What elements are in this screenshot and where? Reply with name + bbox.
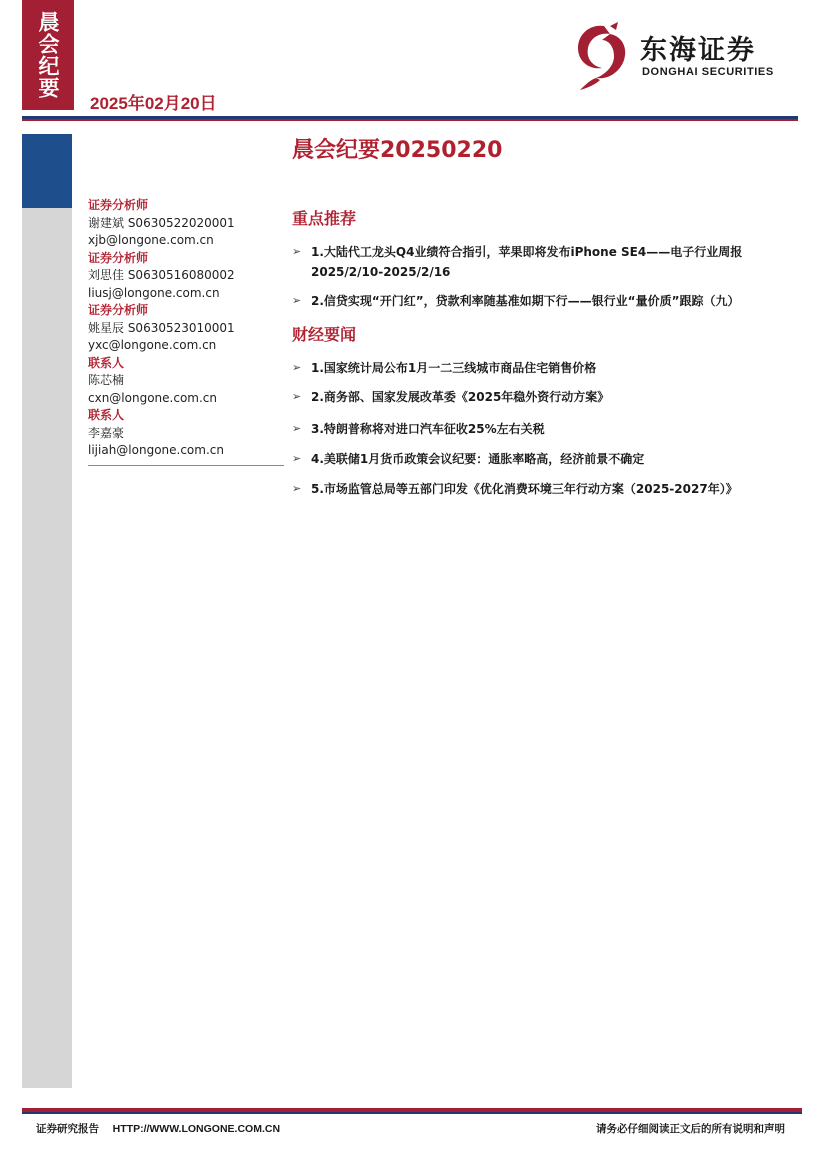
footer-url-link[interactable]: HTTP://WWW.LONGONE.COM.CN: [112, 1123, 281, 1135]
company-logo: [570, 20, 800, 92]
key-rec-item[interactable]: [292, 291, 802, 311]
arrow-bullet-icon: ➢: [292, 245, 302, 258]
news-text: 3.特朗普称将对进口汽车征收25%左右关税: [311, 422, 545, 436]
news-item[interactable]: [292, 387, 802, 407]
news-item[interactable]: [292, 419, 802, 439]
sidebar-gray-bar: [22, 208, 72, 1088]
contact-email[interactable]: cxn@longone.com.cn: [88, 390, 217, 405]
analyst-entry: [88, 302, 288, 355]
key-rec-text: 2.信贷实现“开门红”，贷款利率随基准如期下行——银行业“量价质”跟踪（九）: [311, 294, 740, 308]
analyst-list: [88, 197, 288, 460]
arrow-bullet-icon: ➢: [292, 422, 302, 435]
news-item[interactable]: [292, 479, 802, 499]
news-item[interactable]: [292, 358, 802, 378]
contact-role: 联系人: [88, 408, 125, 422]
logo-chinese-name: 东海证券: [640, 35, 756, 66]
dragon-logo-icon: [570, 20, 632, 92]
news-item[interactable]: [292, 449, 802, 469]
report-date: 2025年02月20日: [90, 94, 217, 113]
news-text: 4.美联储1月货币政策会议纪要：通胀率略高，经济前景不确定: [311, 452, 645, 466]
footer-disclaimer: 请务必仔细阅读正文后的所有说明和声明: [596, 1123, 785, 1135]
arrow-bullet-icon: ➢: [292, 361, 302, 374]
contact-entry: [88, 355, 288, 408]
arrow-bullet-icon: ➢: [292, 482, 302, 495]
arrow-bullet-icon: ➢: [292, 452, 302, 465]
analyst-email[interactable]: xjb@longone.com.cn: [88, 233, 214, 247]
analyst-entry: [88, 197, 288, 250]
analyst-email[interactable]: yxc@longone.com.cn: [88, 338, 217, 352]
footer-left: [36, 1121, 280, 1136]
side-tag: 晨会纪要: [22, 0, 74, 110]
header-rule-accent: [22, 119, 798, 121]
news-text: 2.商务部、国家发展改革委《2025年稳外资行动方案》: [311, 390, 610, 404]
analyst-role: 证券分析师: [88, 198, 149, 212]
page-title: 晨会纪要20250220: [292, 138, 503, 163]
key-rec-text: 1.大陆代工龙头Q4业绩符合指引，苹果即将发布iPhone SE4——电子行业周报2025/2/10-2025/2/16: [311, 245, 743, 279]
section-heading-news: 财经要闻: [292, 325, 357, 344]
footer-rule-accent: [22, 1112, 802, 1114]
arrow-bullet-icon: ➢: [292, 390, 302, 403]
key-rec-item[interactable]: [292, 242, 802, 282]
news-text: 1.国家统计局公布1月一二三线城市商品住宅销售价格: [311, 361, 597, 375]
contact-entry: [88, 407, 288, 460]
arrow-bullet-icon: ➢: [292, 294, 302, 307]
analyst-role: 证券分析师: [88, 250, 149, 265]
analyst-entry: [88, 250, 288, 303]
logo-english-name: DONGHAI SECURITIES: [642, 66, 774, 78]
news-text: 5.市场监管总局等五部门印发《优化消费环境三年行动方案（2025-2027年）》: [311, 482, 738, 496]
contact-name: 陈芯楠: [88, 373, 125, 387]
analyst-role: 证券分析师: [88, 303, 149, 317]
contact-name: 李嘉豪: [88, 425, 125, 440]
analyst-name-id: 刘思佳 S0630516080002: [88, 268, 235, 282]
contact-email[interactable]: lijiah@longone.com.cn: [88, 443, 224, 457]
analyst-divider: [88, 465, 284, 466]
analyst-name-id: 谢建斌 S0630522020001: [88, 215, 235, 230]
section-heading-key-recs: 重点推荐: [292, 209, 357, 228]
analyst-email[interactable]: liusj@longone.com.cn: [88, 285, 220, 300]
footer-report-type: 证券研究报告: [36, 1123, 99, 1135]
sidebar-blue-block: [22, 134, 72, 208]
analyst-name-id: 姚星辰 S0630523010001: [88, 320, 235, 335]
contact-role: 联系人: [88, 355, 125, 370]
